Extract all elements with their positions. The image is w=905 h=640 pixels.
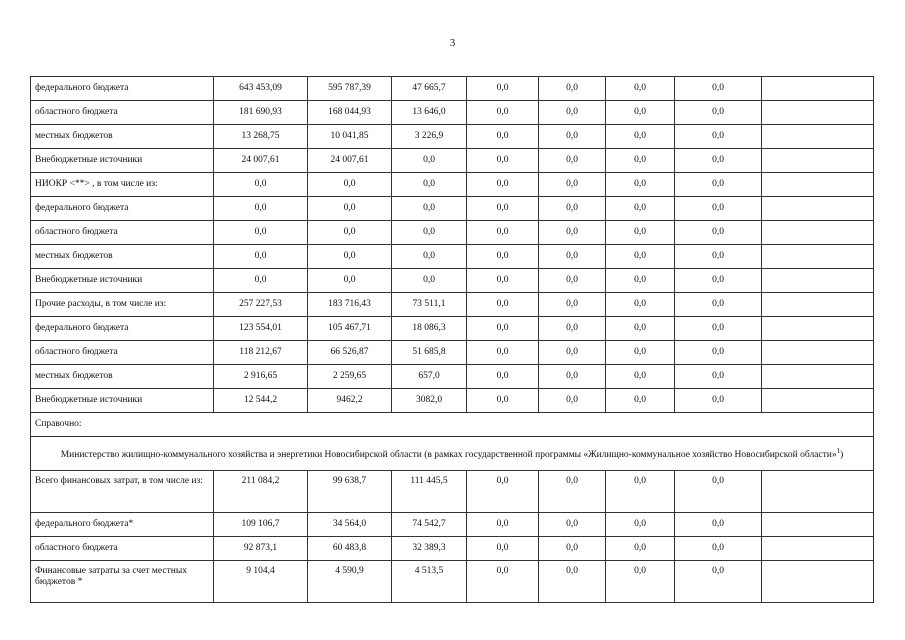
table-row: [31, 173, 874, 197]
value-cell: 0,0: [675, 537, 762, 561]
value-cell: 0,0: [675, 317, 762, 341]
value-cell: [762, 293, 874, 317]
value-cell: 99 638,7: [308, 471, 392, 513]
value-cell: 0,0: [675, 365, 762, 389]
value-cell: 0,0: [467, 293, 539, 317]
value-cell: 0,0: [392, 197, 467, 221]
value-cell: 0,0: [467, 561, 539, 603]
row-label: Всего финансовых затрат, в том числе из:: [31, 471, 214, 513]
value-cell: 0,0: [539, 221, 606, 245]
value-cell: 92 873,1: [214, 537, 308, 561]
value-cell: 0,0: [539, 513, 606, 537]
value-cell: 12 544,2: [214, 389, 308, 413]
row-label: федерального бюджета: [31, 317, 214, 341]
row-label: Внебюджетные источники: [31, 269, 214, 293]
value-cell: 47 665,7: [392, 77, 467, 101]
value-cell: [762, 173, 874, 197]
value-cell: [762, 341, 874, 365]
value-cell: [762, 537, 874, 561]
value-cell: 0,0: [467, 471, 539, 513]
value-cell: 0,0: [467, 77, 539, 101]
value-cell: 0,0: [606, 561, 675, 603]
value-cell: 0,0: [606, 77, 675, 101]
value-cell: 0,0: [606, 537, 675, 561]
table-row: [31, 513, 874, 537]
value-cell: 0,0: [214, 221, 308, 245]
row-label: местных бюджетов: [31, 245, 214, 269]
value-cell: 0,0: [467, 365, 539, 389]
row-label: Прочие расходы, в том числе из:: [31, 293, 214, 317]
value-cell: 657,0: [392, 365, 467, 389]
value-cell: 0,0: [539, 561, 606, 603]
value-cell: 0,0: [467, 537, 539, 561]
value-cell: 0,0: [539, 341, 606, 365]
row-label: областного бюджета: [31, 101, 214, 125]
table-row: [31, 365, 874, 389]
value-cell: [762, 513, 874, 537]
value-cell: 105 467,71: [308, 317, 392, 341]
value-cell: 0,0: [392, 269, 467, 293]
value-cell: 0,0: [675, 221, 762, 245]
value-cell: 66 526,87: [308, 341, 392, 365]
value-cell: 0,0: [467, 389, 539, 413]
row-label: местных бюджетов: [31, 365, 214, 389]
value-cell: [762, 101, 874, 125]
value-cell: 60 483,8: [308, 537, 392, 561]
value-cell: 123 554,01: [214, 317, 308, 341]
section-title-end: ): [840, 450, 844, 461]
value-cell: 0,0: [467, 197, 539, 221]
value-cell: 0,0: [539, 537, 606, 561]
row-label: областного бюджета: [31, 221, 214, 245]
row-label: Внебюджетные источники: [31, 389, 214, 413]
value-cell: 0,0: [606, 269, 675, 293]
value-cell: 3 226,9: [392, 125, 467, 149]
value-cell: 0,0: [539, 77, 606, 101]
row-label: федерального бюджета*: [31, 513, 214, 537]
value-cell: 0,0: [606, 173, 675, 197]
value-cell: 0,0: [606, 245, 675, 269]
value-cell: 0,0: [606, 341, 675, 365]
value-cell: 0,0: [675, 293, 762, 317]
value-cell: 0,0: [467, 173, 539, 197]
row-label: федерального бюджета: [31, 77, 214, 101]
value-cell: [762, 149, 874, 173]
value-cell: 0,0: [467, 317, 539, 341]
value-cell: 0,0: [392, 149, 467, 173]
value-cell: 0,0: [539, 269, 606, 293]
value-cell: [762, 125, 874, 149]
table-row: [31, 537, 874, 561]
value-cell: 109 106,7: [214, 513, 308, 537]
value-cell: 0,0: [392, 221, 467, 245]
value-cell: 595 787,39: [308, 77, 392, 101]
value-cell: 0,0: [606, 293, 675, 317]
value-cell: [762, 197, 874, 221]
table-body-reference: [31, 413, 874, 471]
value-cell: 3082,0: [392, 389, 467, 413]
value-cell: 0,0: [539, 173, 606, 197]
value-cell: 4 513,5: [392, 561, 467, 603]
value-cell: 0,0: [539, 197, 606, 221]
table-row: [31, 77, 874, 101]
value-cell: 74 542,7: [392, 513, 467, 537]
value-cell: [762, 221, 874, 245]
value-cell: 0,0: [606, 389, 675, 413]
value-cell: 0,0: [539, 317, 606, 341]
value-cell: 13 646,0: [392, 101, 467, 125]
row-label: местных бюджетов: [31, 125, 214, 149]
value-cell: 0,0: [308, 269, 392, 293]
value-cell: 24 007,61: [308, 149, 392, 173]
value-cell: 0,0: [392, 173, 467, 197]
value-cell: 0,0: [675, 513, 762, 537]
reference-label: Справочно:: [31, 413, 874, 437]
value-cell: 0,0: [308, 221, 392, 245]
value-cell: 0,0: [606, 197, 675, 221]
table-row: [31, 101, 874, 125]
value-cell: 2 259,65: [308, 365, 392, 389]
table-row: [31, 245, 874, 269]
value-cell: 24 007,61: [214, 149, 308, 173]
value-cell: 2 916,65: [214, 365, 308, 389]
value-cell: 51 685,8: [392, 341, 467, 365]
value-cell: 0,0: [606, 471, 675, 513]
value-cell: 0,0: [675, 149, 762, 173]
value-cell: 9 104,4: [214, 561, 308, 603]
value-cell: [762, 269, 874, 293]
value-cell: 257 227,53: [214, 293, 308, 317]
value-cell: 32 389,3: [392, 537, 467, 561]
value-cell: 0,0: [214, 269, 308, 293]
value-cell: 118 212,67: [214, 341, 308, 365]
value-cell: [762, 365, 874, 389]
value-cell: 211 084,2: [214, 471, 308, 513]
value-cell: 0,0: [467, 513, 539, 537]
section-title-text: Министерство жилищно-коммунального хозяйства и энергетики Новосибирской области (в рамках государственной программы «Жилищно-коммунальное хозяйство Новосибирской области»: [60, 450, 837, 461]
row-label: областного бюджета: [31, 341, 214, 365]
value-cell: 0,0: [675, 125, 762, 149]
table-row: [31, 389, 874, 413]
table-row: [31, 149, 874, 173]
value-cell: 0,0: [675, 341, 762, 365]
table-body-top: [31, 77, 874, 413]
value-cell: [762, 471, 874, 513]
page-number: 3: [449, 37, 456, 49]
value-cell: 0,0: [539, 149, 606, 173]
table-body-bottom: [31, 471, 874, 603]
row-label: федерального бюджета: [31, 197, 214, 221]
value-cell: 13 268,75: [214, 125, 308, 149]
table-row: [31, 561, 874, 603]
value-cell: 0,0: [539, 101, 606, 125]
value-cell: [762, 245, 874, 269]
value-cell: 0,0: [539, 389, 606, 413]
value-cell: 34 564,0: [308, 513, 392, 537]
value-cell: 0,0: [675, 197, 762, 221]
table-row: [31, 317, 874, 341]
value-cell: 0,0: [214, 197, 308, 221]
value-cell: 10 041,85: [308, 125, 392, 149]
row-label: НИОКР <**> , в том числе из:: [31, 173, 214, 197]
table-row: [31, 471, 874, 513]
value-cell: 73 511,1: [392, 293, 467, 317]
value-cell: 0,0: [675, 471, 762, 513]
value-cell: 0,0: [467, 101, 539, 125]
value-cell: 0,0: [539, 293, 606, 317]
value-cell: 0,0: [675, 77, 762, 101]
value-cell: 0,0: [675, 389, 762, 413]
section-title: [31, 437, 874, 471]
table-row: [31, 341, 874, 365]
value-cell: 0,0: [308, 197, 392, 221]
value-cell: 111 445,5: [392, 471, 467, 513]
value-cell: 18 086,3: [392, 317, 467, 341]
value-cell: 0,0: [606, 513, 675, 537]
value-cell: 0,0: [606, 101, 675, 125]
value-cell: 0,0: [308, 173, 392, 197]
value-cell: 168 044,93: [308, 101, 392, 125]
value-cell: 4 590,9: [308, 561, 392, 603]
value-cell: 0,0: [675, 561, 762, 603]
value-cell: 0,0: [467, 149, 539, 173]
value-cell: 0,0: [539, 471, 606, 513]
value-cell: 0,0: [539, 245, 606, 269]
table-row: [31, 125, 874, 149]
section-title-footnote: 1: [836, 446, 841, 455]
value-cell: 9462,2: [308, 389, 392, 413]
table-row: [31, 269, 874, 293]
value-cell: 0,0: [214, 173, 308, 197]
value-cell: [762, 317, 874, 341]
value-cell: 0,0: [467, 269, 539, 293]
value-cell: 0,0: [467, 125, 539, 149]
section-title-row: [31, 437, 874, 471]
reference-row: [31, 413, 874, 437]
value-cell: 0,0: [214, 245, 308, 269]
value-cell: [762, 77, 874, 101]
value-cell: 0,0: [606, 149, 675, 173]
budget-table: [30, 76, 874, 603]
value-cell: 0,0: [675, 245, 762, 269]
value-cell: 0,0: [539, 365, 606, 389]
row-label: областного бюджета: [31, 537, 214, 561]
value-cell: 0,0: [675, 173, 762, 197]
value-cell: 0,0: [539, 125, 606, 149]
table-row: [31, 221, 874, 245]
value-cell: 0,0: [675, 101, 762, 125]
value-cell: 0,0: [606, 317, 675, 341]
value-cell: 0,0: [606, 125, 675, 149]
value-cell: 181 690,93: [214, 101, 308, 125]
row-label: Финансовые затраты за счет местных бюджетов *: [31, 561, 214, 603]
value-cell: [762, 389, 874, 413]
value-cell: 0,0: [606, 365, 675, 389]
value-cell: 0,0: [308, 245, 392, 269]
row-label: Внебюджетные источники: [31, 149, 214, 173]
value-cell: [762, 561, 874, 603]
value-cell: 643 453,09: [214, 77, 308, 101]
value-cell: 183 716,43: [308, 293, 392, 317]
value-cell: 0,0: [392, 245, 467, 269]
value-cell: 0,0: [675, 269, 762, 293]
value-cell: 0,0: [606, 221, 675, 245]
table-row: [31, 293, 874, 317]
value-cell: 0,0: [467, 245, 539, 269]
table-row: [31, 197, 874, 221]
value-cell: 0,0: [467, 341, 539, 365]
value-cell: 0,0: [467, 221, 539, 245]
